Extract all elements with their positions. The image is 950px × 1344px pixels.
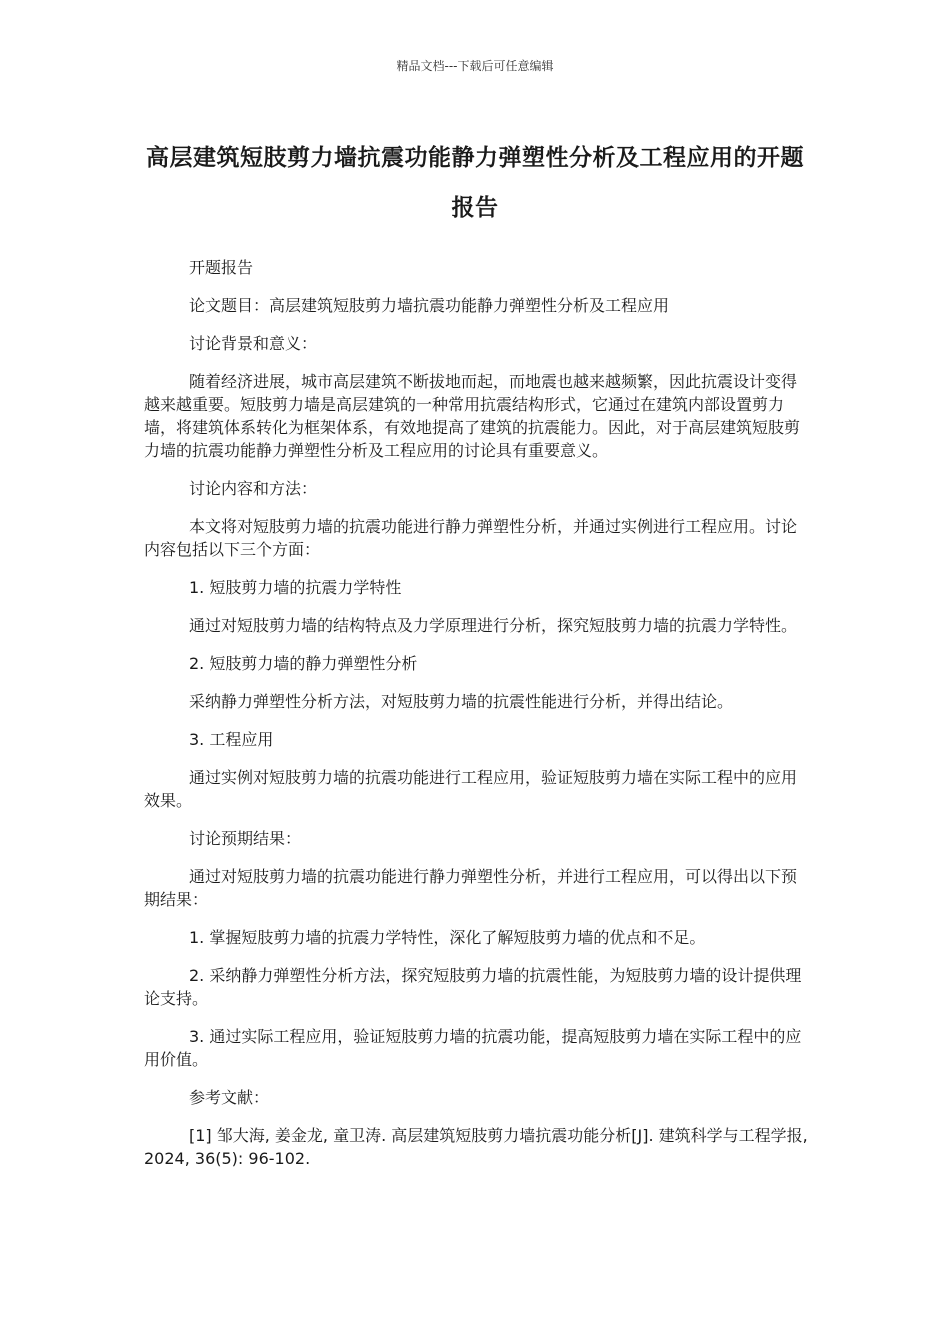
- result-2: 2. 采纳静力弹塑性分析方法，探究短肢剪力墙的抗震性能，为短肢剪力墙的设计提供理论支持。: [144, 966, 802, 1008]
- paragraph-expected-intro: 通过对短肢剪力墙的抗震功能进行静力弹塑性分析，并进行工程应用，可以得出以下预期结果：: [144, 867, 798, 909]
- heading-content-method: 讨论内容和方法：: [189, 479, 318, 498]
- header-note: 精品文档---下载后可任意编辑: [396, 59, 554, 73]
- heading-expected-results: 讨论预期结果：: [189, 829, 302, 848]
- item-3-heading: 3. 工程应用: [189, 730, 274, 749]
- result-1: 1. 掌握短肢剪力墙的抗震力学特性，深化了解短肢剪力墙的优点和不足。: [189, 928, 706, 947]
- item-1-heading: 1. 短肢剪力墙的抗震力学特性: [189, 578, 402, 597]
- paragraph-background: 随着经济进展，城市高层建筑不断拔地而起，而地震也越来越频繁，因此抗震设计变得越来越重要。短肢剪力墙是高层建筑的一种常用抗震结构形式，它通过在建筑内部设置剪力墙，将建筑体系转化为框架体系，有效地提高了建筑的抗震能力。因此，对于高层建筑短肢剪力墙的抗震功能静力弹塑性分析及工程应用的讨论具有重要意义。: [144, 372, 801, 460]
- item-2-text: 采纳静力弹塑性分析方法，对短肢剪力墙的抗震性能进行分析，并得出结论。: [189, 692, 734, 711]
- item-1-text: 通过对短肢剪力墙的结构特点及力学原理进行分析，探究短肢剪力墙的抗震力学特性。: [189, 616, 798, 635]
- item-2-heading: 2. 短肢剪力墙的静力弹塑性分析: [189, 654, 418, 673]
- document-title: 高层建筑短肢剪力墙抗震功能静力弹塑性分析及工程应用的开题报告: [146, 145, 804, 221]
- result-3: 3. 通过实际工程应用，验证短肢剪力墙的抗震功能，提高短肢剪力墙在实际工程中的应用价值。: [144, 1027, 802, 1069]
- item-3-text: 通过实例对短肢剪力墙的抗震功能进行工程应用，验证短肢剪力墙在实际工程中的应用效果。: [144, 768, 798, 810]
- heading-background: 讨论背景和意义：: [189, 334, 318, 353]
- paragraph-report-label: 开题报告: [189, 258, 254, 277]
- paragraph-thesis-title: 论文题目：高层建筑短肢剪力墙抗震功能静力弹塑性分析及工程应用: [189, 296, 670, 315]
- reference-1: [1] 邹大海, 姜金龙, 童卫涛. 高层建筑短肢剪力墙抗震功能分析[J]. 建筑科学与工程学报, 2024, 36(5): 96-102.: [144, 1126, 808, 1168]
- heading-references: 参考文献：: [189, 1088, 270, 1107]
- paragraph-content-intro: 本文将对短肢剪力墙的抗震功能进行静力弹塑性分析，并通过实例进行工程应用。讨论内容包括以下三个方面：: [144, 517, 798, 559]
- document-body: [144, 256, 810, 1185]
